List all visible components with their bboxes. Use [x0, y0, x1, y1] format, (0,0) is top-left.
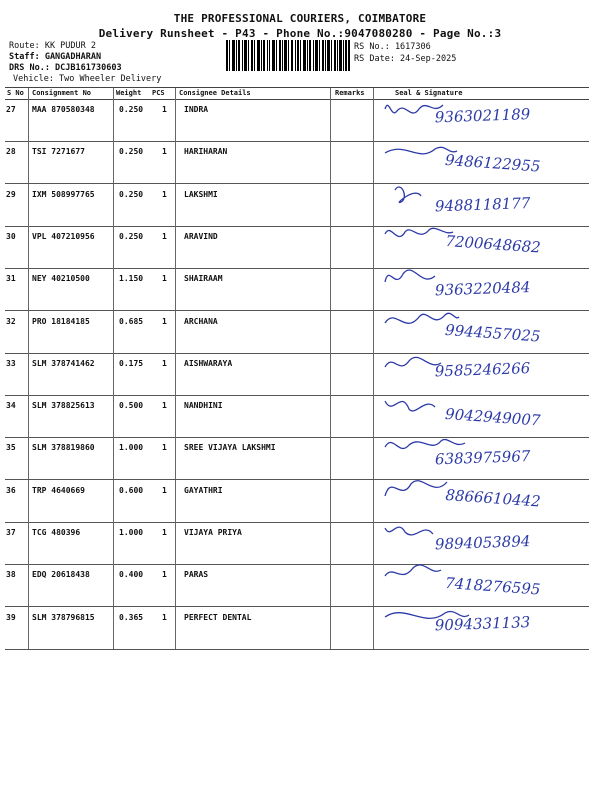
divider: [175, 522, 176, 564]
signature-scribble: [385, 565, 441, 576]
signature-scribble: [385, 357, 441, 367]
weight-value: 0.250: [119, 105, 144, 114]
divider: [330, 564, 331, 606]
consignee-name: SREE VIJAYA LAKSHMI: [184, 443, 276, 453]
serial-number: 27: [6, 105, 16, 114]
signature-phone: 7418276595: [444, 574, 541, 599]
signature-scribble: [395, 187, 421, 203]
divider: [330, 226, 331, 268]
consignment-number: SLM 378825613: [32, 401, 95, 411]
pieces-count: 1: [162, 274, 167, 284]
handwritten-signature: [375, 599, 595, 659]
signature-scribble: [385, 228, 453, 236]
divider: [28, 141, 29, 183]
consignment-number: IXM 508997765: [32, 189, 95, 199]
serial-number: 30: [6, 231, 16, 241]
divider: [330, 522, 331, 564]
signature-phone: 9894053894: [434, 532, 531, 554]
consignment-number: VPL 407210956: [32, 231, 95, 241]
divider: [175, 184, 176, 226]
company-title: THE PROFESSIONAL COURIERS, COIMBATORE: [173, 12, 427, 25]
divider: [28, 607, 29, 649]
runsheet-subtitle: Delivery Runsheet - P43 - Phone No.:9047080280 - Page No.:3: [98, 27, 502, 40]
weight-value: 0.250: [119, 189, 144, 199]
consignee-name: PERFECT DENTAL: [184, 612, 252, 622]
divider: [113, 437, 114, 479]
divider: [373, 437, 374, 479]
pieces-count: 1: [162, 443, 167, 453]
divider: [330, 353, 331, 395]
divider: [373, 395, 374, 437]
pieces-count: 1: [162, 105, 167, 114]
divider: [373, 311, 374, 353]
pieces-count: 1: [162, 485, 167, 495]
route-text: Route: KK PUDUR 2: [9, 41, 96, 51]
pieces-count: 1: [162, 231, 167, 241]
divider: [175, 353, 176, 395]
rs-date: RS Date: 24-Sep-2025: [354, 54, 457, 64]
divider: [28, 184, 29, 226]
col-consignee: Consignee Details: [179, 89, 251, 97]
serial-number: 39: [6, 612, 16, 622]
consignee-name: SHAIRAAM: [184, 274, 223, 284]
col-weight: Weight: [116, 89, 142, 97]
serial-number: 35: [6, 443, 16, 453]
consignment-number: SLM 378741462: [32, 358, 95, 368]
divider: [330, 607, 331, 649]
divider: [373, 564, 374, 606]
col-pcs: PCS: [152, 89, 165, 97]
divider: [113, 311, 114, 353]
weight-value: 0.175: [119, 358, 144, 368]
weight-value: 0.365: [119, 612, 144, 622]
signature-scribble: [385, 401, 435, 411]
serial-number: 34: [6, 401, 16, 411]
signature-scribble: [385, 527, 433, 535]
weight-value: 0.250: [119, 231, 144, 241]
divider: [373, 184, 374, 226]
rs-info: [354, 41, 456, 65]
divider: [28, 311, 29, 353]
divider: [330, 437, 331, 479]
divider: [373, 480, 374, 522]
barcode: [226, 40, 350, 71]
signature-phone: 6383975967: [434, 447, 531, 469]
signature-phone: 8866610442: [444, 485, 542, 511]
divider: [373, 99, 374, 141]
divider: [113, 480, 114, 522]
divider: [28, 268, 29, 310]
weight-value: 0.250: [119, 147, 144, 157]
divider: [330, 141, 331, 183]
drs-text: DRS No.: DCJB161730603: [9, 63, 122, 73]
signature-scribble: [385, 270, 435, 282]
consignment-number: PRO 18184185: [32, 316, 90, 326]
pieces-count: 1: [162, 612, 167, 622]
table-row: [5, 607, 589, 650]
col-remarks: Remarks: [335, 89, 365, 97]
divider: [113, 268, 114, 310]
divider: [175, 99, 176, 141]
divider: [373, 607, 374, 649]
weight-value: 0.685: [119, 316, 144, 326]
divider: [373, 226, 374, 268]
divider: [113, 607, 114, 649]
signature-phone: 9488118177: [434, 193, 531, 215]
pieces-count: 1: [162, 570, 167, 580]
consignee-name: VIJAYA PRIYA: [184, 528, 242, 537]
signature-phone: 7200648682: [444, 231, 542, 257]
staff-text: Staff: GANGADHARAN: [9, 52, 102, 62]
divider: [113, 99, 114, 141]
divider: [175, 564, 176, 606]
divider: [113, 141, 114, 183]
divider: [28, 564, 29, 606]
divider: [373, 268, 374, 310]
divider: [330, 395, 331, 437]
consignment-number: EDQ 20618438: [32, 570, 90, 580]
divider: [175, 607, 176, 649]
col-consignment: Consignment No: [32, 89, 92, 97]
signature-phone: 9585246266: [434, 358, 531, 381]
consignment-number: TRP 4640669: [32, 485, 85, 495]
weight-value: 1.000: [119, 528, 144, 537]
divider: [175, 437, 176, 479]
weight-value: 0.400: [119, 570, 144, 580]
signature-scribble: [385, 480, 447, 495]
signature-phone: 9944557025: [444, 320, 541, 346]
signature-phone: 9042949007: [444, 405, 541, 430]
divider: [113, 395, 114, 437]
divider: [175, 268, 176, 310]
signature-phone: 9363021189: [434, 105, 531, 127]
serial-number: 37: [6, 528, 16, 537]
pieces-count: 1: [162, 528, 167, 537]
weight-value: 1.150: [119, 274, 144, 284]
serial-number: 33: [6, 358, 16, 368]
divider: [113, 184, 114, 226]
divider: [113, 564, 114, 606]
consignee-name: HARIHARAN: [184, 147, 228, 157]
signature-phone: 9486122955: [444, 151, 541, 176]
consignment-number: SLM 378796815: [32, 612, 95, 622]
vehicle-text: Vehicle: Two Wheeler Delivery: [13, 74, 162, 84]
consignee-name: ARAVIND: [184, 231, 218, 241]
weight-value: 1.000: [119, 443, 144, 453]
consignment-number: TSI 7271677: [32, 147, 85, 157]
divider: [175, 311, 176, 353]
divider: [373, 353, 374, 395]
divider: [113, 353, 114, 395]
divider: [28, 395, 29, 437]
divider: [113, 226, 114, 268]
serial-number: 32: [6, 316, 16, 326]
divider: [28, 99, 29, 141]
weight-value: 0.500: [119, 401, 144, 411]
serial-number: 38: [6, 570, 16, 580]
serial-number: 28: [6, 147, 16, 157]
weight-value: 0.600: [119, 485, 144, 495]
consignee-name: ARCHANA: [184, 316, 218, 326]
consignee-name: NANDHINI: [184, 401, 223, 411]
consignment-number: TCG 480396: [32, 528, 81, 537]
divider: [175, 395, 176, 437]
col-signature: Seal & Signature: [395, 89, 463, 97]
divider: [330, 184, 331, 226]
divider: [373, 141, 374, 183]
rs-number: RS No.: 1617306: [354, 42, 431, 52]
consignment-number: SLM 378819860: [32, 443, 95, 453]
consignee-name: INDRA: [184, 105, 209, 114]
divider: [28, 437, 29, 479]
pieces-count: 1: [162, 358, 167, 368]
consignee-name: PARAS: [184, 570, 209, 580]
divider: [175, 480, 176, 522]
signature-phone: 9094331133: [434, 612, 531, 634]
divider: [175, 226, 176, 268]
consignment-number: NEY 40210500: [32, 274, 90, 284]
divider: [373, 522, 374, 564]
serial-number: 36: [6, 485, 16, 495]
divider: [330, 99, 331, 141]
pieces-count: 1: [162, 401, 167, 411]
divider: [28, 522, 29, 564]
signature-phone: 9363220484: [434, 278, 531, 300]
pieces-count: 1: [162, 316, 167, 326]
col-sno: S No: [7, 89, 24, 97]
divider: [330, 480, 331, 522]
consignment-number: MAA 870580348: [32, 105, 95, 114]
serial-number: 31: [6, 274, 16, 284]
serial-number: 29: [6, 189, 16, 199]
divider: [330, 311, 331, 353]
divider: [330, 268, 331, 310]
consignee-name: LAKSHMI: [184, 189, 218, 199]
divider: [28, 226, 29, 268]
consignee-name: AISHWARAYA: [184, 358, 233, 368]
pieces-count: 1: [162, 147, 167, 157]
divider: [113, 522, 114, 564]
divider: [175, 141, 176, 183]
pieces-count: 1: [162, 189, 167, 199]
consignee-name: GAYATHRI: [184, 485, 223, 495]
signature-scribble: [385, 440, 465, 449]
divider: [28, 480, 29, 522]
divider: [28, 353, 29, 395]
